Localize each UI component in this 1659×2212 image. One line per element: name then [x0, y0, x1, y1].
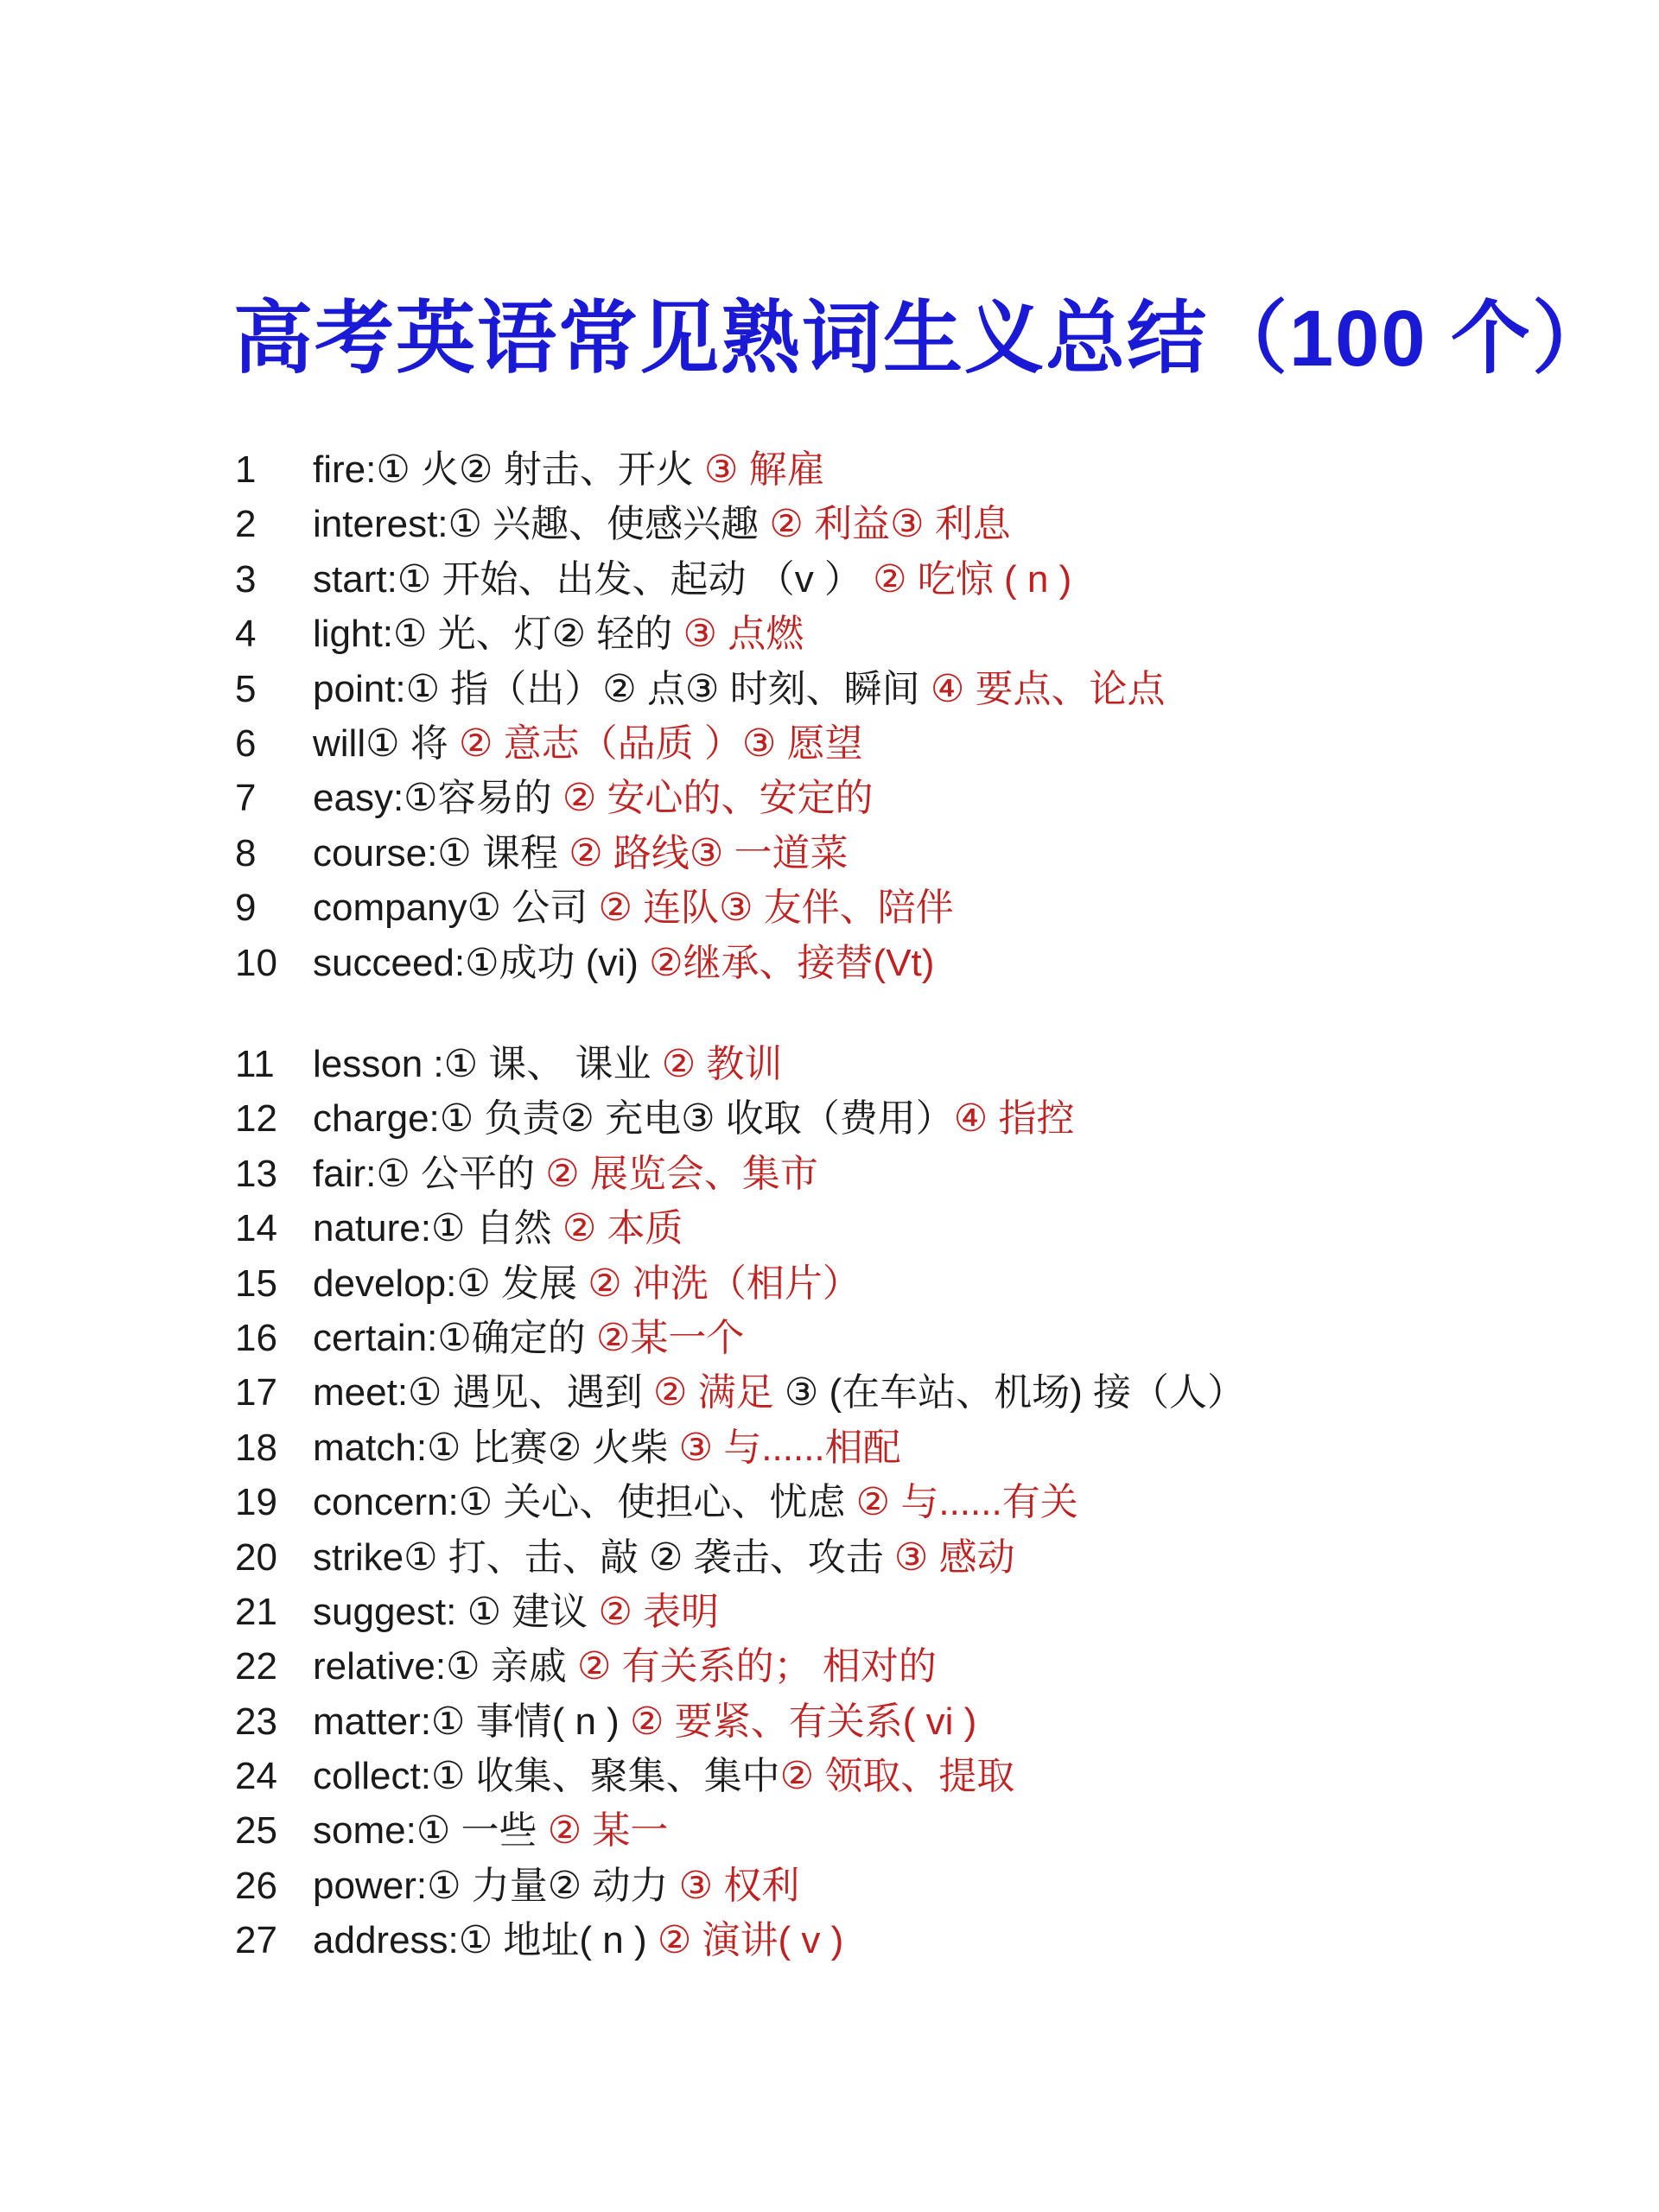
entry-meaning-uncommon: ②继承、接替(Vt): [649, 941, 935, 984]
entry-meaning-common: ① 收集、聚集、集中: [430, 1755, 780, 1798]
entry-meaning-common: ① 地址( n ): [458, 1919, 658, 1962]
entry-word: nature:: [313, 1207, 431, 1250]
entry-word: develop:: [313, 1262, 457, 1305]
entry-number: 19: [235, 1481, 277, 1524]
entry-meaning-common: ① 课程: [437, 831, 569, 874]
vocab-entry: [235, 1201, 1245, 1255]
entry-word: match:: [313, 1426, 428, 1469]
entry-word: easy:: [313, 777, 404, 820]
entry-meaning-uncommon: ④ 指控: [953, 1097, 1075, 1141]
entry-meaning-uncommon: ④ 要点、论点: [930, 667, 1166, 710]
vocab-entry: [235, 607, 1166, 661]
vocab-list-section-1: [235, 442, 1166, 990]
entry-meaning-common: ① 开始、出发、起动 （v ）: [397, 557, 874, 601]
entry-number: 7: [235, 777, 257, 820]
entry-meaning-common: ① 将: [365, 721, 460, 765]
entry-meaning-common: ①成功 (vi): [465, 941, 650, 984]
vocab-entry: [235, 826, 1166, 880]
entry-meaning-common: ① 亲戚: [446, 1645, 577, 1688]
entry-meaning-uncommon: ③ 感动: [893, 1535, 1015, 1579]
entry-number: 12: [235, 1097, 277, 1141]
entry-meaning-common: ① 负责② 充电③ 收取（费用）: [439, 1097, 954, 1141]
entry-meaning-uncommon: ② 与......有关: [855, 1481, 1078, 1524]
entry-word: concern:: [313, 1481, 459, 1524]
entry-number: 27: [235, 1919, 277, 1962]
entry-meaning-uncommon: ② 安心的、安定的: [562, 777, 874, 820]
vocab-entry: [235, 1803, 1245, 1858]
vocab-entry: [235, 1749, 1245, 1803]
vocab-entry: [235, 1365, 1245, 1420]
entry-meaning-common: ① 关心、使担心、忧虑: [458, 1481, 856, 1524]
vocab-entry: [235, 1256, 1245, 1311]
entry-word: point:: [313, 667, 406, 710]
vocab-entry: [235, 1421, 1245, 1475]
entry-word: suggest:: [313, 1590, 457, 1633]
entry-meaning-uncommon: ② 意志（品质 ）③ 愿望: [459, 721, 863, 765]
entry-meaning-common: ① 力量② 动力: [427, 1864, 679, 1907]
entry-meaning-uncommon: ③ 与......相配: [678, 1426, 901, 1469]
entry-meaning-uncommon: ② 要紧、有关系( vi ): [630, 1700, 977, 1743]
vocab-entry: [235, 1311, 1245, 1365]
vocab-entry: [235, 662, 1166, 716]
entry-number: 22: [235, 1645, 277, 1688]
vocab-entry: [235, 1530, 1245, 1585]
entry-number: 25: [235, 1809, 277, 1853]
entry-number: 4: [235, 613, 257, 656]
entry-meaning-common: ① 光、灯② 轻的: [392, 613, 683, 656]
vocab-entry: [235, 880, 1166, 935]
vocab-entry: [235, 1147, 1245, 1201]
entry-word: fair:: [313, 1152, 377, 1195]
entry-meaning-uncommon: ② 吃惊 ( n ): [873, 557, 1072, 601]
entry-word: strike: [313, 1535, 404, 1579]
entry-meaning-uncommon: ② 满足: [652, 1371, 785, 1414]
entry-meaning-uncommon: ② 演讲( v ): [657, 1919, 844, 1962]
vocab-entry: [235, 1585, 1245, 1639]
vocab-entry: [235, 1037, 1245, 1091]
entry-number: 3: [235, 557, 257, 601]
entry-meaning-common: ① 遇见、遇到: [408, 1371, 653, 1414]
entry-number: 24: [235, 1755, 277, 1798]
entry-number: 18: [235, 1426, 277, 1469]
entry-meaning-uncommon: ② 展览会、集市: [545, 1152, 818, 1195]
entry-meaning-common: ①确定的: [437, 1316, 596, 1359]
entry-meaning-uncommon: ③ 权利: [678, 1864, 800, 1907]
vocab-entry: [235, 1913, 1245, 1967]
entry-meaning-common: ① 比赛② 火柴: [427, 1426, 679, 1469]
entry-meaning-common: ① 指（出）② 点③ 时刻、瞬间: [405, 667, 931, 710]
entry-word: matter:: [313, 1700, 431, 1743]
entry-number: 5: [235, 667, 257, 710]
entry-word: succeed:: [313, 941, 466, 984]
entry-number: 23: [235, 1700, 277, 1743]
vocab-entry: [235, 497, 1166, 551]
vocab-entry: [235, 1859, 1245, 1913]
entry-word: power:: [313, 1864, 428, 1907]
entry-meaning-common: ① 发展: [456, 1262, 588, 1305]
entry-number: 17: [235, 1371, 277, 1414]
entry-word: fire:: [313, 448, 377, 491]
vocab-entry: [235, 1091, 1245, 1146]
entry-number: 16: [235, 1316, 277, 1359]
entry-number: 8: [235, 831, 257, 874]
vocab-entry: [235, 1639, 1245, 1694]
entry-meaning-uncommon: ③ 解雇: [703, 448, 825, 491]
entry-number: 10: [235, 941, 277, 984]
entry-word: will: [313, 721, 366, 765]
entry-meaning-common: ① 公平的: [376, 1152, 546, 1195]
entry-meaning-uncommon: ② 有关系的； 相对的: [576, 1645, 937, 1688]
entry-word: course:: [313, 831, 438, 874]
entry-meaning-common: ① 自然: [430, 1207, 563, 1250]
entry-meaning-uncommon: ②某一个: [595, 1316, 745, 1359]
entry-word: address:: [313, 1919, 459, 1962]
entry-meaning-uncommon: ③ 点燃: [683, 613, 804, 656]
entry-meaning-common: ①容易的: [404, 777, 563, 820]
entry-word: some:: [313, 1809, 416, 1853]
entry-meaning-common-extra: ③ (在车站、机场) 接（人）: [784, 1371, 1246, 1414]
page-title: 高考英语常见熟词生义总结（100 个）: [233, 295, 1614, 383]
entry-meaning-common: ① 公司: [467, 887, 599, 930]
entry-meaning-uncommon: ② 教训: [661, 1043, 783, 1085]
entry-word: meet:: [313, 1371, 409, 1414]
entry-meaning-common: ① 事情( n ): [430, 1700, 631, 1743]
entry-word: light:: [313, 613, 393, 656]
vocab-list-section-2: [235, 1037, 1245, 1968]
entry-meaning-uncommon: ② 某一: [547, 1809, 669, 1853]
entry-word: lesson :: [313, 1043, 444, 1085]
entry-meaning-uncommon: ② 冲洗（相片）: [588, 1262, 861, 1305]
entry-number: 26: [235, 1864, 277, 1907]
entry-meaning-common: ① 火② 射击、开火: [376, 448, 704, 491]
entry-word: start:: [313, 557, 397, 601]
entry-meaning-uncommon: ② 本质: [562, 1207, 683, 1250]
entry-word: interest:: [313, 503, 448, 546]
entry-word: certain:: [313, 1316, 438, 1359]
entry-meaning-uncommon: ② 连队③ 友伴、陪伴: [598, 887, 954, 930]
entry-number: 9: [235, 887, 257, 930]
vocab-entry: [235, 716, 1166, 771]
entry-meaning-common: ① 打、击、敲 ② 袭击、攻击: [404, 1535, 894, 1579]
entry-meaning-common: ① 一些: [416, 1809, 548, 1853]
entry-number: 6: [235, 721, 257, 765]
entry-number: 14: [235, 1207, 277, 1250]
vocab-entry: [235, 936, 1166, 990]
entry-word: collect:: [313, 1755, 431, 1798]
entry-meaning-uncommon: ② 领取、提取: [779, 1755, 1015, 1798]
entry-meaning-common: ① 课、 课业: [443, 1043, 662, 1085]
entry-number: 2: [235, 503, 257, 546]
entry-meaning-common: ① 兴趣、使感兴趣: [448, 503, 770, 546]
entry-number: 1: [235, 448, 257, 491]
entry-meaning-uncommon: ② 表明: [598, 1590, 720, 1633]
entry-number: 20: [235, 1535, 277, 1579]
entry-word: charge:: [313, 1097, 440, 1141]
entry-word: company: [313, 887, 467, 930]
entry-number: 13: [235, 1152, 277, 1195]
entry-number: 15: [235, 1262, 277, 1305]
vocab-entry: [235, 442, 1166, 497]
vocab-entry: [235, 1475, 1245, 1529]
entry-meaning-common: ① 建议: [456, 1590, 599, 1633]
entry-number: 11: [235, 1043, 275, 1085]
entry-number: 21: [235, 1590, 277, 1633]
vocab-entry: [235, 771, 1166, 825]
vocab-entry: [235, 1694, 1245, 1749]
entry-meaning-uncommon: ② 路线③ 一道菜: [569, 831, 849, 874]
vocab-entry: [235, 552, 1166, 607]
entry-meaning-uncommon: ② 利益③ 利息: [769, 503, 1011, 546]
entry-word: relative:: [313, 1645, 447, 1688]
